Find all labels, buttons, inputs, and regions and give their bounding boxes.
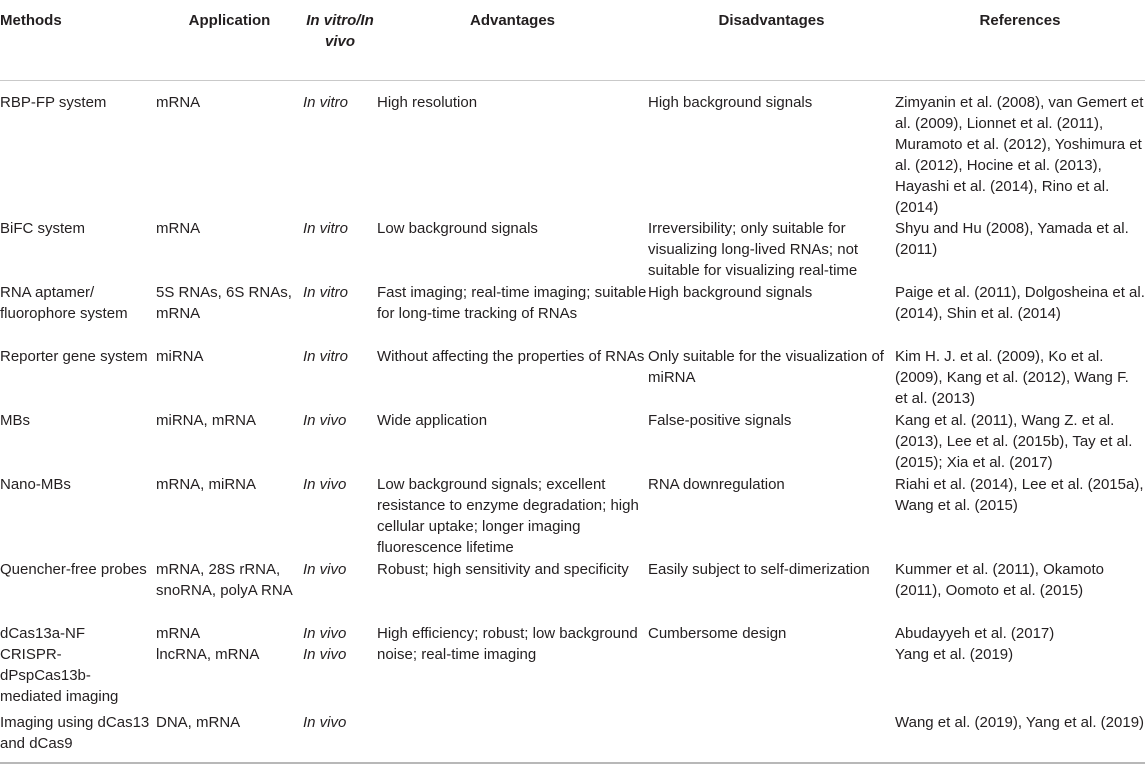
table-body (0, 80, 1145, 763)
cell-method: Imaging using dCas13 and dCas9 (0, 713, 150, 752)
cell-advantages: Fast imaging; real-time imaging; suitable for long-time tracking of RNAs (377, 283, 647, 322)
cell-references: Kim H. J. et al. (2009), Ko et al. (2009), Kang et al. (2012), Wang F. et al. (2013) (895, 347, 1129, 407)
cell-application: mRNA (156, 624, 201, 642)
header-invitro-invivo: In vitro/In vivo (303, 0, 377, 80)
cell-method: Reporter gene system (0, 347, 148, 365)
cell-method: dCas13a-NF (0, 624, 86, 642)
cell-method: BiFC system (0, 219, 86, 237)
cell-disadvantages: False-positive signals (648, 411, 792, 429)
cell-advantages: Without affecting the properties of RNAs (377, 347, 645, 365)
cell-references: Shyu and Hu (2008), Yamada et al. (2011) (895, 219, 1129, 258)
cell-method: Nano-MBs (0, 475, 71, 493)
cell-disadvantages: Irreversibility; only suitable for visualizing long-lived RNAs; not suitable for visualizing real-time (648, 219, 859, 279)
table-row (0, 623, 1145, 644)
header-advantages: Advantages (377, 0, 648, 80)
cell-application: 5S RNAs, 6S RNAs, mRNA (156, 283, 292, 322)
cell-invitro-invivo: In vitro (303, 219, 349, 237)
cell-advantages: Low background signals (377, 219, 538, 237)
table-row (0, 712, 1145, 763)
cell-references: Paige et al. (2011), Dolgosheina et al. (2014), Shin et al. (2014) (895, 283, 1145, 322)
cell-method: RBP-FP system (0, 93, 107, 111)
cell-disadvantages (648, 712, 895, 763)
cell-application: lncRNA, mRNA (156, 645, 260, 663)
header-disadvantages: Disadvantages (648, 0, 895, 80)
cell-invitro-invivo: In vivo (303, 713, 347, 731)
cell-advantages: Wide application (377, 411, 488, 429)
header-application: Application (156, 0, 303, 80)
cell-invitro-invivo: In vivo (303, 475, 347, 493)
cell-invitro-invivo: In vivo (303, 624, 347, 642)
cell-method: RNA aptamer/ fluorophore system (0, 283, 128, 322)
cell-advantages: High efficiency; robust; low background noise; real-time imaging (377, 624, 638, 663)
cell-application: mRNA, miRNA (156, 475, 256, 493)
cell-disadvantages: RNA downregulation (648, 475, 785, 493)
cell-references: Riahi et al. (2014), Lee et al. (2015a), Wang et al. (2015) (895, 475, 1144, 514)
header-methods: Methods (0, 0, 156, 80)
table-row (0, 346, 1145, 410)
cell-application: mRNA, 28S rRNA, snoRNA, polyA RNA (156, 560, 293, 599)
cell-references: Kang et al. (2011), Wang Z. et al. (2013), Lee et al. (2015b), Tay et al. (2015); Xia et al. (2017) (895, 411, 1133, 471)
cell-references: Kummer et al. (2011), Okamoto (2011), Oomoto et al. (2015) (895, 560, 1104, 599)
table-row (0, 474, 1145, 559)
cell-method: Quencher-free probes (0, 560, 147, 578)
cell-invitro-invivo: In vivo (303, 645, 347, 663)
cell-disadvantages: High background signals (648, 283, 813, 301)
header-row (0, 0, 1145, 80)
cell-application: miRNA, mRNA (156, 411, 256, 429)
table-row (0, 282, 1145, 346)
cell-invitro-invivo: In vitro (303, 93, 349, 111)
cell-advantages: Low background signals; excellent resistance to enzyme degradation; high cellular uptake; longer imaging fluorescence lifetime (377, 475, 639, 556)
cell-disadvantages: High background signals (648, 93, 813, 111)
cell-references: Zimyanin et al. (2008), van Gemert et al. (2009), Lionnet et al. (2011), Muramoto et al. (2012), Yoshimura et al. (2012), Hocine et al. (2013), Hayashi et al. (2014), Rino et al. (2014) (895, 93, 1144, 216)
cell-invitro-invivo: In vitro (303, 347, 349, 365)
table-row (0, 218, 1145, 282)
cell-application: mRNA (156, 93, 201, 111)
cell-application: miRNA (156, 347, 204, 365)
cell-disadvantages: Easily subject to self-dimerization (648, 560, 870, 578)
table-row (0, 559, 1145, 623)
table-row (0, 410, 1145, 474)
cell-invitro-invivo: In vitro (303, 283, 349, 301)
cell-method: CRISPR-dPspCas13b-mediated imaging (0, 645, 119, 705)
cell-invitro-invivo: In vivo (303, 560, 347, 578)
cell-method: MBs (0, 411, 30, 429)
cell-advantages (377, 712, 648, 763)
cell-references: Abudayyeh et al. (2017) (895, 624, 1055, 642)
cell-invitro-invivo: In vivo (303, 411, 347, 429)
cell-application: mRNA (156, 219, 201, 237)
cell-application: DNA, mRNA (156, 713, 241, 731)
cell-disadvantages: Only suitable for the visualization of miRNA (648, 347, 884, 386)
header-references: References (895, 0, 1145, 80)
cell-advantages: High resolution (377, 93, 478, 111)
cell-advantages: Robust; high sensitivity and specificity (377, 560, 629, 578)
cell-disadvantages: Cumbersome design (648, 624, 787, 642)
cell-references: Yang et al. (2019) (895, 645, 1014, 663)
table-row (0, 80, 1145, 218)
cell-references: Wang et al. (2019), Yang et al. (2019) (895, 713, 1145, 731)
table-header (0, 0, 1145, 80)
cell-disadvantages (648, 644, 895, 712)
